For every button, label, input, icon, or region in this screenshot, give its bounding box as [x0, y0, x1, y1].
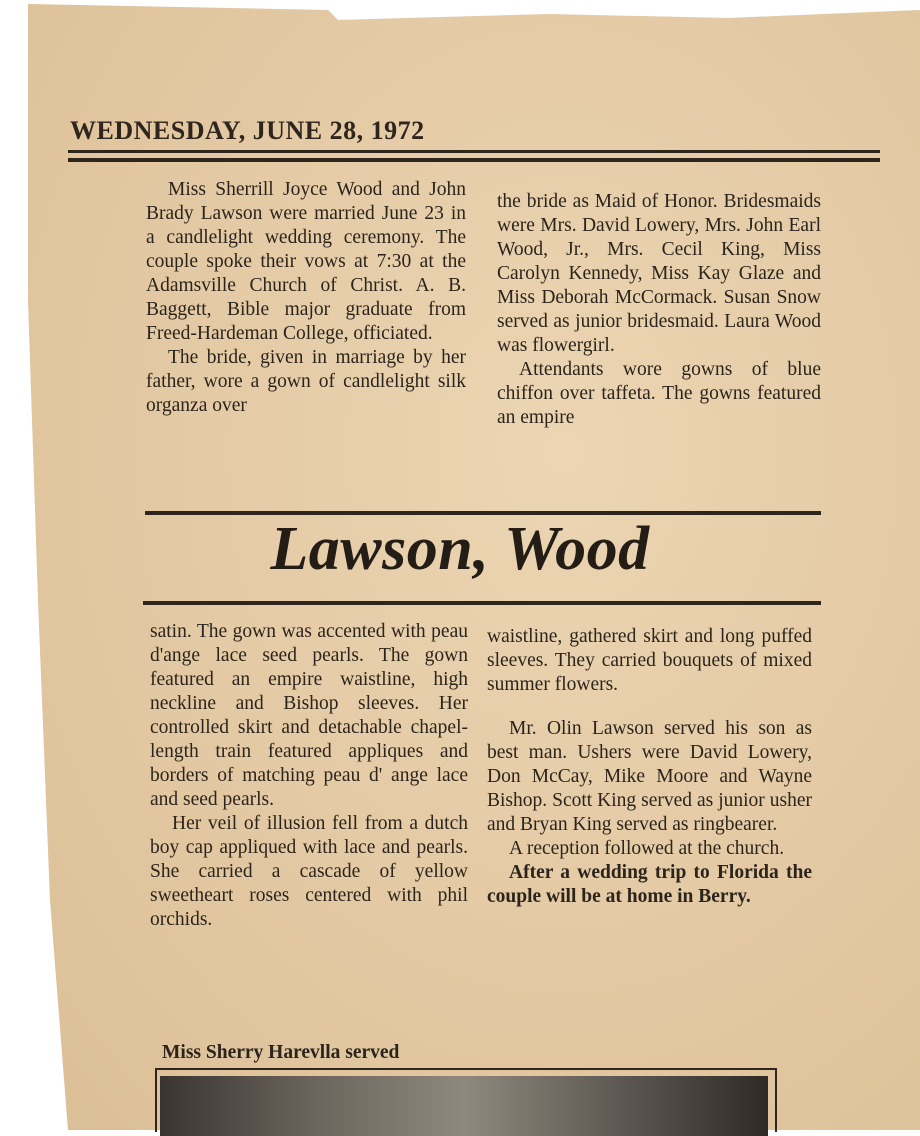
paragraph: Miss Sherrill Joyce Wood and John Brady Lawson were married June 23 in a candlelight wedding ceremony. The couple spoke their vows at 7:30 at the Adamsville Church of Christ. A. B. Baggett, Bible major graduate from Freed-Hardeman College, officiated. [146, 179, 466, 344]
paragraph: Attendants wore gowns of blue chiffon over taffeta. The gowns featured an empire [497, 359, 821, 428]
top-rule-thick [68, 158, 880, 162]
headline: Lawson, Wood [270, 515, 650, 583]
article-column-bottom-left [150, 620, 468, 932]
paragraph: After a wedding trip to Florida the couple will be at home in Berry. [487, 862, 812, 907]
top-rule [68, 150, 880, 153]
paragraph: Mr. Olin Lawson served his son as best man. Ushers were David Lowery, Don McCay, Mike Moore and Wayne Bishop. Scott King served as junior usher and Bryan King served as ringbearer. [487, 718, 812, 835]
paragraph: The bride, given in marriage by her father, wore a gown of candlelight silk organza over [146, 347, 466, 416]
wedding-photo [160, 1076, 768, 1136]
dateline: WEDNESDAY, JUNE 28, 1972 [70, 116, 425, 145]
caption-line: Miss Sherry Harevlla served [162, 1042, 400, 1063]
paragraph: A reception followed at the church. [509, 838, 785, 859]
paragraph: Her veil of illusion fell from a dutch boy cap appliqued with lace and pearls. She carried a cascade of yellow sweetheart roses centered with phil orchids. [150, 813, 468, 930]
article-column-bottom-right [487, 625, 812, 909]
paragraph: waistline, gathered skirt and long puffed sleeves. They carried bouquets of mixed summer flowers. [487, 626, 812, 695]
article-column-top-right [497, 190, 821, 430]
paragraph: the bride as Maid of Honor. Bridesmaids were Mrs. David Lowery, Mrs. John Earl Wood, Jr., Mrs. Cecil King, Miss Carolyn Kennedy, Miss Kay Glaze and Miss Deborah McCormack. Susan Snow served as junior bridesmaid. Laura Wood was flowergirl. [497, 191, 821, 356]
article-column-top-left [146, 178, 466, 418]
paragraph: satin. The gown was accented with peau d'ange lace seed pearls. The gown featured an empire waistline, high neckline and Bishop sleeves. Her controlled skirt and detachable chapel-length train featured appliques and borders of matching peau d' ange lace and seed pearls. [150, 621, 468, 810]
headline-rule-bottom [143, 601, 821, 605]
